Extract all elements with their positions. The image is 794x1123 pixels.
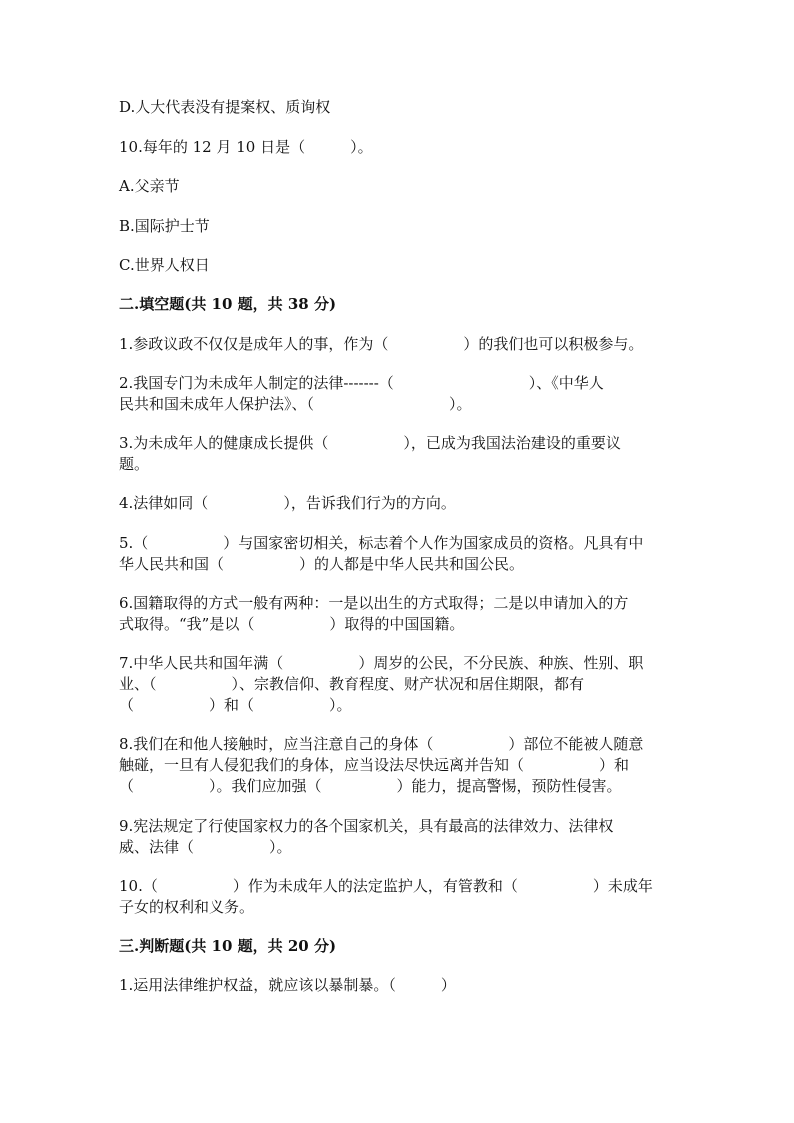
fill-q1-line1: 1.参政议政不仅仅是成年人的事，作为（ ）的我们也可以积极参与。 xyxy=(119,335,644,353)
section-heading-true-false: 三.判断题(共 10 题，共 20 分) xyxy=(119,937,337,955)
judge-q1-line1: 1.运用法律维护权益，就应该以暴制暴。（ ） xyxy=(119,976,456,994)
fill-q6-line1: 6.国籍取得的方式一般有两种：一是以出生的方式取得；二是以申请加入的方 xyxy=(119,594,629,612)
q10-option-c: C.世界人权日 xyxy=(119,256,210,274)
fill-q8-line3: （ ）。我们应加强（ ）能力，提高警惕，预防性侵害。 xyxy=(119,777,622,795)
q9-option-d: D.人大代表没有提案权、质询权 xyxy=(119,98,331,116)
fill-q7-line1: 7.中华人民共和国年满（ ）周岁的公民，不分民族、种族、性别、职 xyxy=(119,654,644,672)
section-heading-fill-blank: 二.填空题(共 10 题，共 38 分) xyxy=(119,295,337,313)
fill-q5-line1: 5.（ ）与国家密切相关，标志着个人作为国家成员的资格。凡具有中 xyxy=(119,534,644,552)
q10-stem: 10.每年的 12 月 10 日是（ ）。 xyxy=(119,138,373,156)
fill-q2-line1: 2.我国专门为未成年人制定的法律-------（ ）、《中华人 xyxy=(119,374,604,392)
fill-q5-line2: 华人民共和国（ ）的人都是中华人民共和国公民。 xyxy=(119,555,525,573)
q10-option-a: A.父亲节 xyxy=(119,177,180,195)
fill-q9-line2: 威、法律（ ）。 xyxy=(119,838,292,856)
fill-q8-line2: 触碰，一旦有人侵犯我们的身体，应当设法尽快远离并告知（ ）和 xyxy=(119,756,630,774)
fill-q10-line1: 10.（ ）作为未成年人的法定监护人，有管教和（ ）未成年 xyxy=(119,877,653,895)
fill-q7-line2: 业、（ ）、宗教信仰、教育程度、财产状况和居住期限，都有 xyxy=(119,675,585,693)
fill-q7-line3: （ ）和（ ）。 xyxy=(119,696,352,714)
fill-q2-line2: 民共和国未成年人保护法》、（ ）。 xyxy=(119,395,472,413)
fill-q8-line1: 8.我们在和他人接触时，应当注意自己的身体（ ）部位不能被人随意 xyxy=(119,735,644,753)
fill-q3-line2: 题。 xyxy=(119,455,150,473)
q10-option-b: B.国际护士节 xyxy=(119,217,210,235)
fill-q6-line2: 式取得。“我”是以（ ）取得的中国国籍。 xyxy=(119,615,465,633)
fill-q3-line1: 3.为未成年人的健康成长提供（ ），已成为我国法治建设的重要议 xyxy=(119,434,621,452)
fill-q4-line1: 4.法律如同（ ），告诉我们行为的方向。 xyxy=(119,494,456,512)
fill-q10-line2: 子女的权利和义务。 xyxy=(119,898,255,916)
fill-q9-line1: 9.宪法规定了行使国家权力的各个国家机关，具有最高的法律效力、法律权 xyxy=(119,817,614,835)
